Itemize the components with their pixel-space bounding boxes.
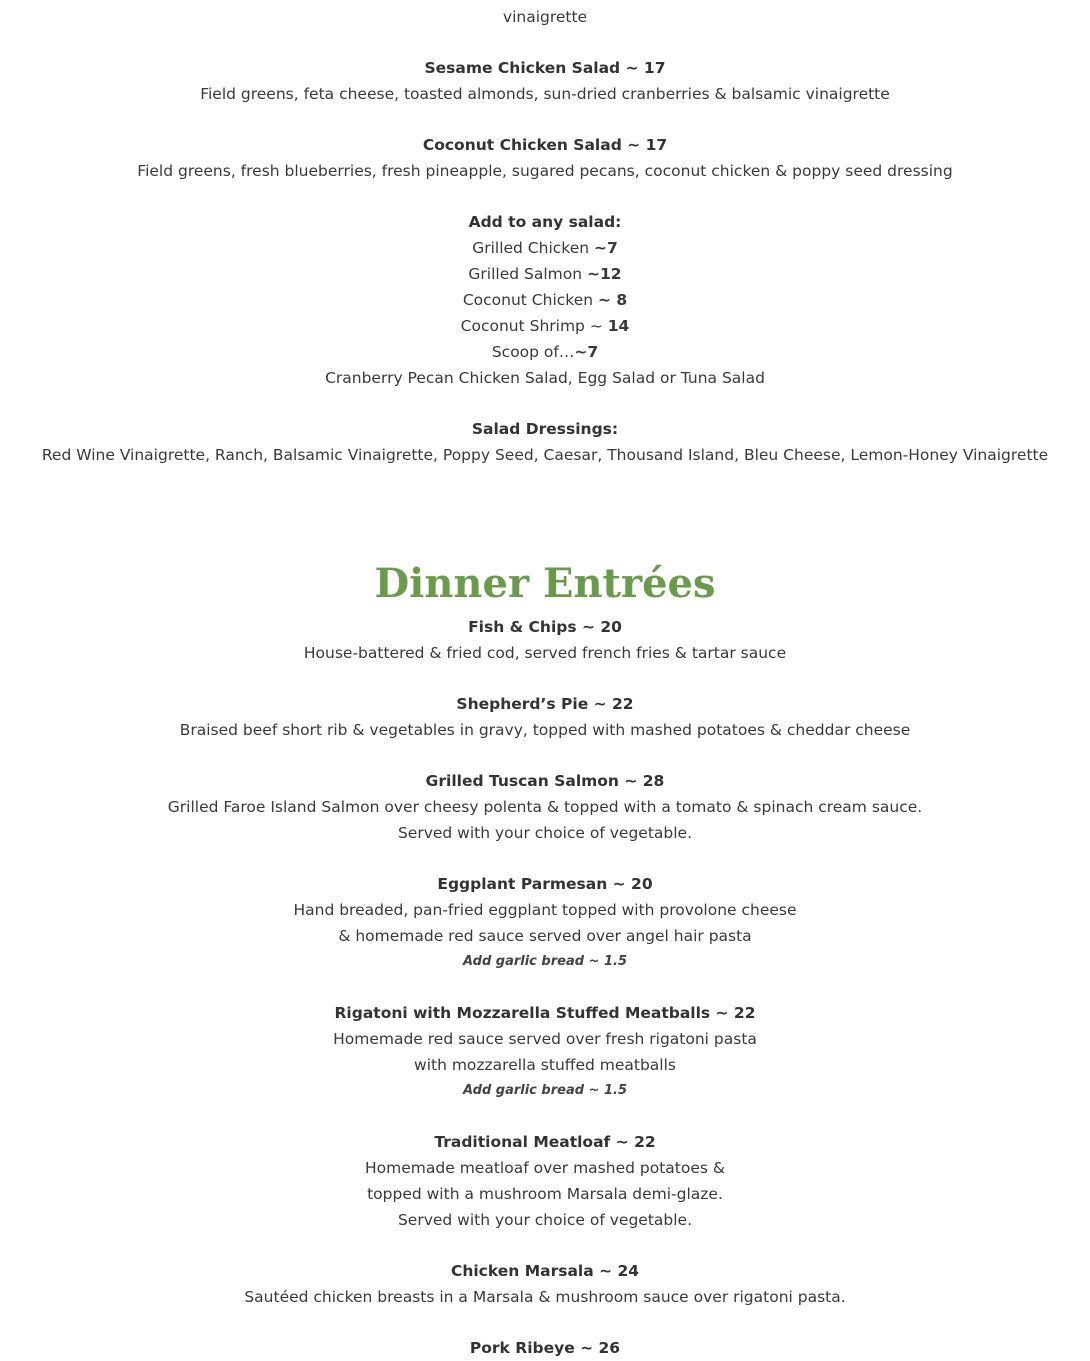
entree-description: House-battered & fried cod, served french fries & tartar sauce — [303, 644, 787, 662]
salad-item-title: Sesame Chicken Salad ~ 17 — [424, 59, 666, 77]
salad-dressings — [0, 416, 1090, 468]
entree-title: Traditional Meatloaf ~ 22 — [434, 1133, 656, 1151]
entree-description: & homemade red sauce served over angel hair pasta — [338, 927, 752, 945]
dinner-section — [0, 560, 1090, 1361]
add-on-item — [0, 339, 1090, 365]
add-on-price: ~7 — [594, 239, 618, 257]
entree-title: Eggplant Parmesan ~ 20 — [437, 875, 653, 893]
salads-section — [0, 4, 1090, 468]
salad-item-description: Field greens, feta cheese, toasted almonds, sun-dried cranberries & balsamic vinaigrette — [200, 85, 890, 103]
dressings-title: Salad Dressings: — [471, 420, 619, 438]
entree-description: Homemade meatloaf over mashed potatoes & — [365, 1159, 725, 1177]
entree-title: Fish & Chips ~ 20 — [468, 618, 622, 636]
entree-item — [0, 1000, 1090, 1104]
add-on-label: Scoop of… — [491, 343, 575, 361]
entree-item — [0, 1258, 1090, 1310]
entree-item — [0, 1129, 1090, 1233]
entree-title: Rigatoni with Mozzarella Stuffed Meatballs ~ 22 — [334, 1004, 756, 1022]
entree-note: Add garlic bread ~ 1.5 — [462, 1083, 628, 1098]
entree-title: Shepherd’s Pie ~ 22 — [456, 695, 634, 713]
entree-title: Pork Ribeye ~ 26 — [469, 1339, 621, 1357]
entree-description: Braised beef short rib & vegetables in gravy, topped with mashed potatoes & cheddar cheese — [179, 721, 911, 739]
section-title: Dinner Entrées — [374, 560, 716, 607]
entree-item — [0, 768, 1090, 846]
salad-partial-line: vinaigrette — [502, 8, 588, 26]
add-on-price: 14 — [607, 317, 630, 335]
entree-title: Grilled Tuscan Salmon ~ 28 — [425, 772, 665, 790]
scoop-options: Cranberry Pecan Chicken Salad, Egg Salad or Tuna Salad — [325, 369, 765, 387]
entree-description: Served with your choice of vegetable. — [397, 824, 693, 842]
entree-description: Sautéed chicken breasts in a Marsala & mushroom sauce over rigatoni pasta. — [244, 1288, 846, 1306]
entree-title: Chicken Marsala ~ 24 — [450, 1262, 640, 1280]
entree-description: Homemade red sauce served over fresh rigatoni pasta — [333, 1030, 757, 1048]
dressings-list: Red Wine Vinaigrette, Ranch, Balsamic Vinaigrette, Poppy Seed, Caesar, Thousand Island, Bleu Cheese, Lemon-Honey Vinaigrette — [41, 446, 1049, 464]
entree-description: topped with a mushroom Marsala demi-glaze. — [367, 1185, 723, 1203]
salad-item — [0, 132, 1090, 184]
entree-description: Served with your choice of vegetable. — [397, 1211, 693, 1229]
salad-item — [0, 55, 1090, 107]
entree-description: Hand breaded, pan-fried eggplant topped with provolone cheese — [293, 901, 797, 919]
add-on-label: Grilled Chicken — [472, 239, 594, 257]
add-on-price: ~7 — [574, 343, 599, 361]
salad-item-description: Field greens, fresh blueberries, fresh pineapple, sugared pecans, coconut chicken & poppy seed dressing — [137, 162, 953, 180]
add-on-item — [0, 313, 1090, 339]
add-ons-title: Add to any salad: — [468, 213, 622, 231]
entree-item — [0, 691, 1090, 743]
add-on-item — [0, 287, 1090, 313]
salad-item-title: Coconut Chicken Salad ~ 17 — [422, 136, 668, 154]
entree-description: with mozzarella stuffed meatballs — [414, 1056, 676, 1074]
entree-item — [0, 871, 1090, 975]
entree-description: Grilled Faroe Island Salmon over cheesy polenta & topped with a tomato & spinach cream sauce. — [167, 798, 923, 816]
entree-note: Add garlic bread ~ 1.5 — [462, 954, 628, 969]
entree-item — [0, 1335, 1090, 1361]
entree-item — [0, 614, 1090, 666]
add-on-item — [0, 261, 1090, 287]
add-on-label: Coconut Shrimp ~ — [460, 317, 608, 335]
add-on-label: Grilled Salmon — [468, 265, 588, 283]
add-on-label: Coconut Chicken — [462, 291, 598, 309]
add-on-item — [0, 235, 1090, 261]
salad-add-ons — [0, 209, 1090, 391]
add-on-price: ~ 8 — [597, 291, 628, 309]
add-on-price: ~12 — [587, 265, 622, 283]
